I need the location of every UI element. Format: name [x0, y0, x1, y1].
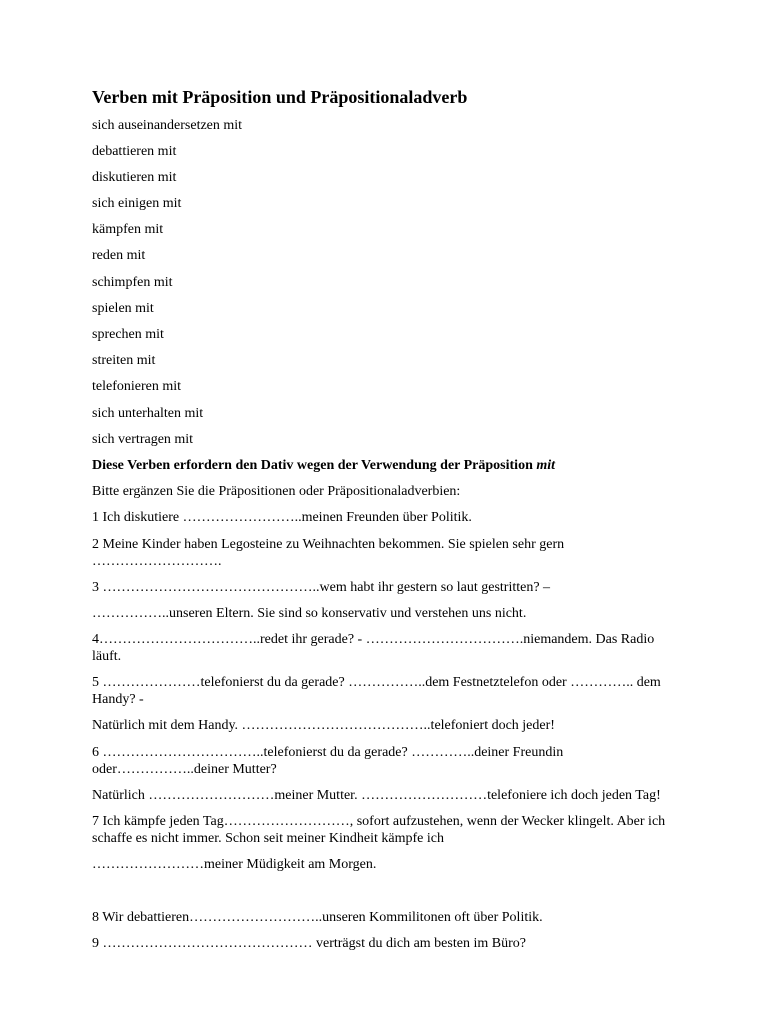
dative-rule-text: Diese Verben erfordern den Dativ wegen der Verwendung der Präposition: [92, 457, 533, 473]
exercise-line: Handy? -: [92, 692, 144, 708]
exercise-7: [92, 813, 752, 847]
exercise-line: schaffe es nicht immer. Schon seit meiner Kindheit kämpfe ich: [92, 831, 444, 846]
verb-list-item: reden mit: [92, 248, 146, 264]
exercise-2: [92, 536, 752, 570]
exercise-line: oder……………..deiner Mutter?: [92, 761, 277, 777]
exercise-7-continuation: [92, 856, 752, 873]
verb-list-item: sich einigen mit: [92, 196, 182, 212]
exercise-9: [92, 935, 752, 952]
exercise-4: [92, 631, 752, 665]
exercise-5-answer: [92, 717, 752, 734]
verb-list-item: spielen mit: [92, 300, 154, 316]
verb-list-item: sich unterhalten mit: [92, 405, 204, 421]
exercise-6-answer: [92, 787, 752, 804]
exercise-line: 2 Meine Kinder haben Legosteine zu Weihnachten bekommen. Sie spielen sehr gern: [92, 536, 565, 552]
exercise-3-question: [92, 579, 752, 596]
verb-list-item: diskutieren mit: [92, 169, 177, 185]
verb-list-item: kämpfen mit: [92, 222, 164, 238]
verb-list: [92, 117, 752, 448]
verb-list-item: sprechen mit: [92, 327, 164, 342]
exercise-line: ……………..unseren Eltern. Sie sind so konservativ und verstehen uns nicht.: [92, 605, 527, 621]
page-title: Verben mit Präposition und Präpositionaladverb: [92, 87, 468, 107]
verb-list-item: sich vertragen mit: [92, 431, 194, 447]
blank-line: [92, 882, 752, 899]
verb-list-item: schimpfen mit: [92, 274, 173, 290]
exercise-line: 8 Wir debattieren………………………..unseren Kommilitonen oft über Politik.: [92, 909, 543, 925]
document-page: [92, 87, 752, 961]
exercise-line: Natürlich mit dem Handy. …………………………………..telefoniert doch jeder!: [92, 718, 555, 734]
exercise-line: 6 ……………………………..telefonierst du da gerade? …………..deiner Freundin: [92, 744, 564, 760]
exercise-line: Natürlich ………………………meiner Mutter. ………………………telefoniere ich doch jeden Tag!: [92, 787, 661, 803]
exercise-3-answer: [92, 605, 752, 622]
exercise-line: 7 Ich kämpfe jeden Tag………………………, sofort aufzustehen, wenn der Wecker klingelt. Aber ich: [92, 814, 666, 829]
exercise-1: [92, 509, 752, 526]
exercise-line: 3 ………………………………………..wem habt ihr gestern so laut gestritten? –: [92, 579, 551, 595]
verb-list-item: sich auseinandersetzen mit: [92, 117, 243, 133]
verb-list-item: streiten mit: [92, 353, 156, 369]
verb-list-item: debattieren mit: [92, 143, 177, 159]
exercise-line: 9 ……………………………………… verträgst du dich am besten im Büro?: [92, 935, 526, 951]
dative-rule-preposition: mit: [536, 457, 556, 473]
exercise-8: [92, 909, 752, 926]
exercise-line: 1 Ich diskutiere ……………………..meinen Freunden über Politik.: [92, 510, 472, 526]
exercise-6-question: [92, 744, 752, 778]
verb-list-item: telefonieren mit: [92, 379, 182, 395]
exercise-list: [92, 509, 752, 951]
exercise-line: ……………………meiner Müdigkeit am Morgen.: [92, 857, 377, 873]
dative-rule: [92, 457, 752, 474]
exercise-5-question: [92, 674, 752, 708]
exercise-line: 5 …………………telefonierst du da gerade? ……………..dem Festnetztelefon oder ………….. dem: [92, 675, 661, 691]
exercise-instruction: Bitte ergänzen Sie die Präpositionen oder Präpositionaladverbien:: [92, 484, 461, 500]
exercise-line: läuft.: [92, 649, 122, 665]
exercise-line: 4……………………………..redet ihr gerade? - …………………………….niemandem. Das Radio: [92, 632, 655, 648]
exercise-line: ……………………….: [92, 553, 222, 569]
